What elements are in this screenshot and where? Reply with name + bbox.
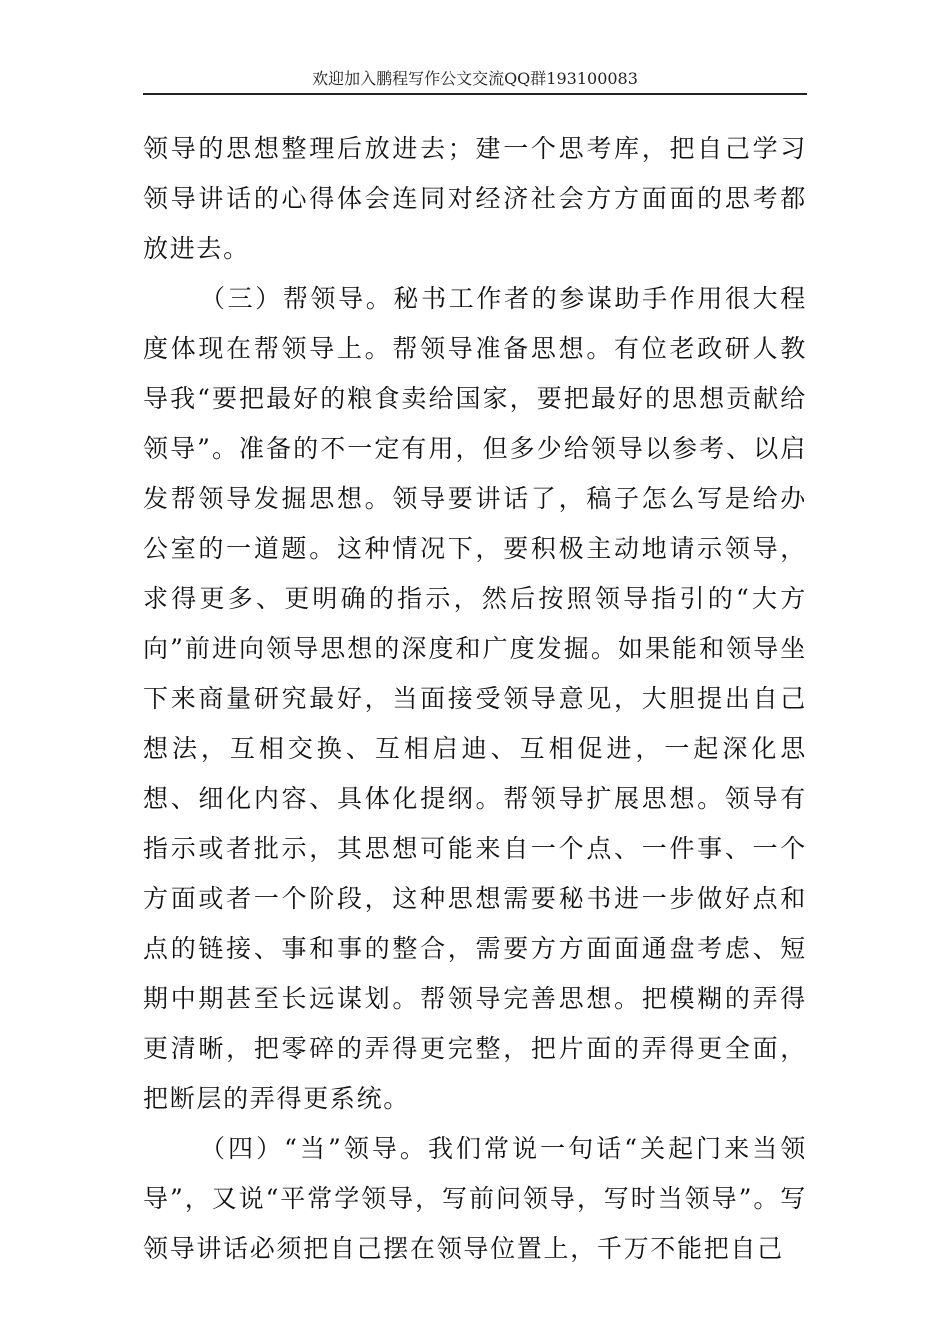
header-text: 欢迎加入鹏程写作公文交流QQ群193100083 [312,69,638,88]
document-body [143,124,807,1274]
paragraph-section-three: （三）帮领导。秘书工作者的参谋助手作用很大程度体现在帮领导上。帮领导准备思想。有位老政研人教导我“要把最好的粮食卖给国家，要把最好的思想贡献给领导”。准备的不一定有用，但多少给领导以参考、以启发帮领导发掘思想。领导要讲话了，稿子怎么写是给办公室的一道题。这种情况下，要积极主动地请示领导，求得更多、更明确的指示，然后按照领导指引的“大方向”前进向领导思想的深度和广度发掘。如果能和领导坐下来商量研究最好，当面接受领导意见，大胆提出自己想法，互相交换、互相启迪、互相促进，一起深化思想、细化内容、具体化提纲。帮领导扩展思想。领导有指示或者批示，其思想可能来自一个点、一件事、一个方面或者一个阶段，这种思想需要秘书进一步做好点和点的链接、事和事的整合，需要方方面面通盘考虑、短期中期甚至长远谋划。帮领导完善思想。把模糊的弄得更清晰，把零碎的弄得更完整，把片面的弄得更全面，把断层的弄得更系统。 [143,284,807,1113]
paragraph-section-four: （四）“当”领导。我们常说一句话“关起门来当领导”，又说“平常学领导，写前问领导，写时当领导”。写领导讲话必须把自己摆在领导位置上，千万不能把自己 [143,1134,807,1263]
page-header [143,66,807,95]
paragraph-continuation: 领导的思想整理后放进去；建一个思考库，把自己学习领导讲话的心得体会连同对经济社会方方面面的思考都放进去。 [143,134,807,263]
